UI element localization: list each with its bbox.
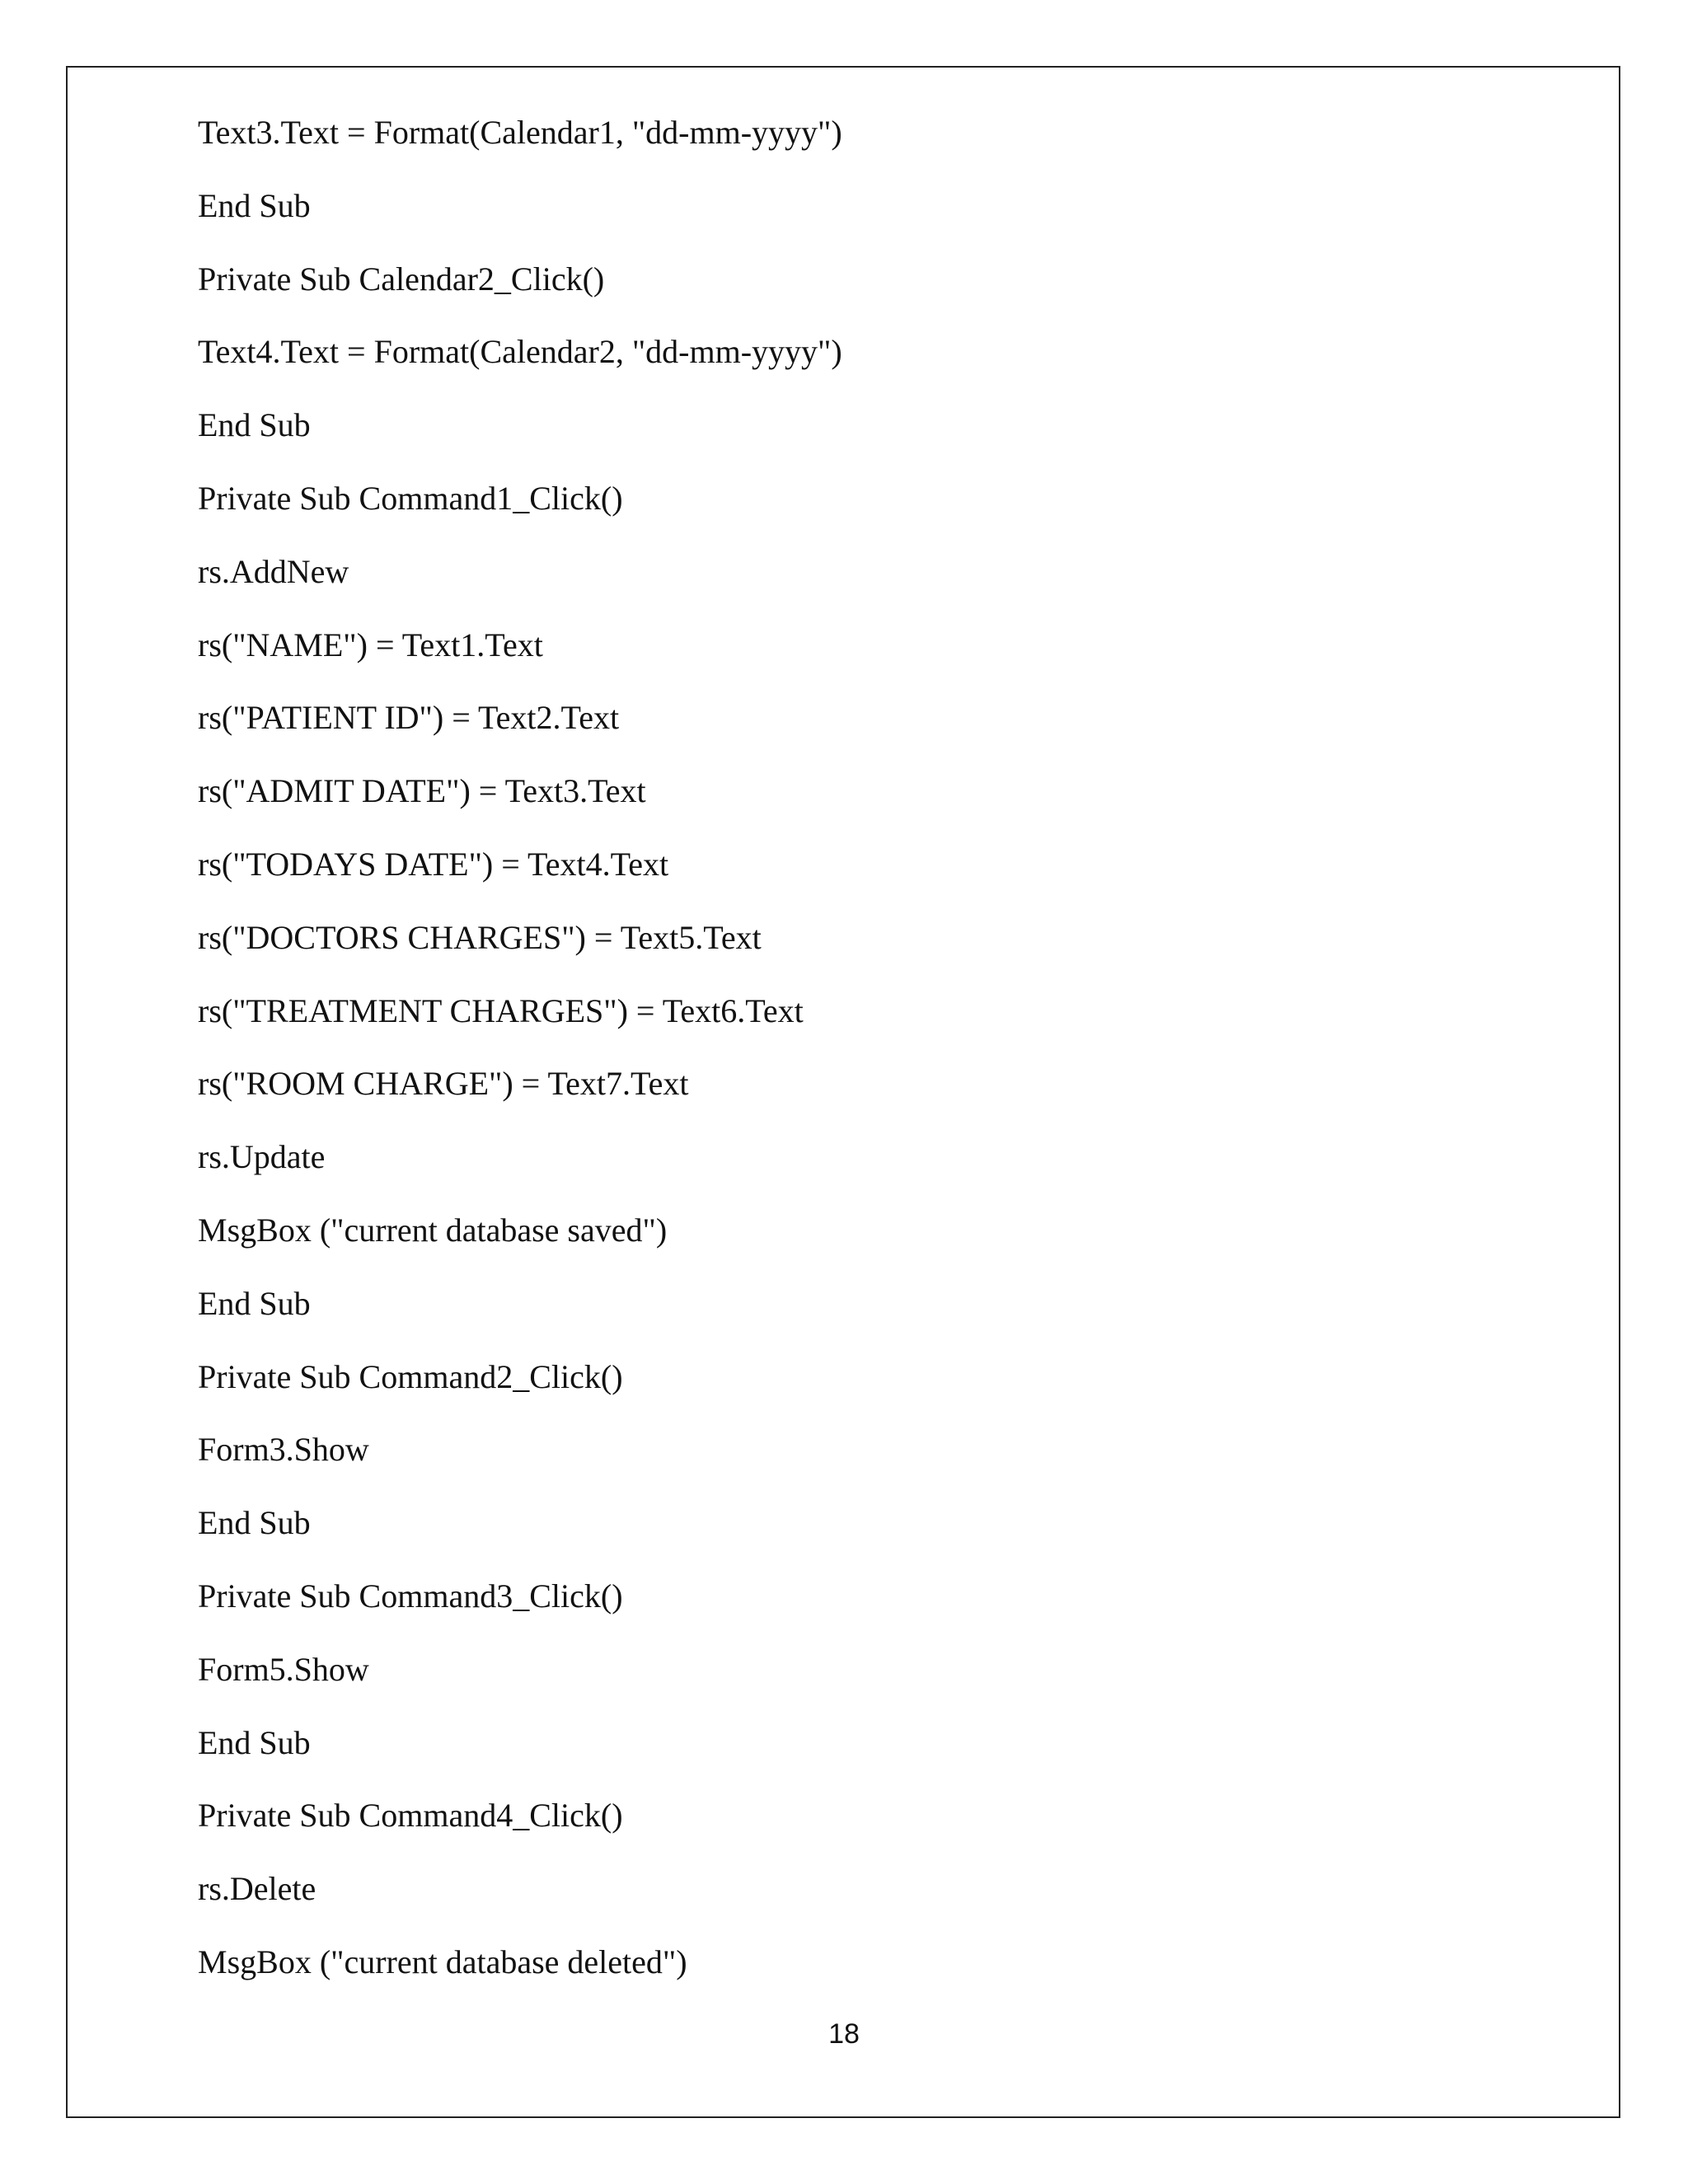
code-line: Private Sub Command2_Click(): [198, 1357, 623, 1395]
code-line: Form5.Show: [198, 1650, 369, 1688]
code-line: rs("ROOM CHARGE") = Text7.Text: [198, 1065, 689, 1103]
code-line: Private Sub Command1_Click(): [198, 479, 623, 517]
code-line: Private Sub Command4_Click(): [198, 1797, 623, 1835]
code-line: rs("ADMIT DATE") = Text3.Text: [198, 772, 646, 810]
code-line: End Sub: [198, 1504, 311, 1542]
code-line: rs("DOCTORS CHARGES") = Text5.Text: [198, 918, 762, 956]
code-line: rs("PATIENT ID") = Text2.Text: [198, 699, 620, 737]
code-line: rs("TREATMENT CHARGES") = Text6.Text: [198, 991, 804, 1029]
code-line: End Sub: [198, 1723, 311, 1761]
code-line: rs.AddNew: [198, 552, 349, 590]
code-line: Private Sub Calendar2_Click(): [198, 260, 605, 298]
code-line: rs.Delete: [198, 1870, 316, 1908]
code-line: End Sub: [198, 186, 311, 224]
code-listing: [198, 112, 842, 2015]
code-line: Form3.Show: [198, 1431, 369, 1469]
page-number: 18: [828, 2018, 860, 2050]
code-line: Text3.Text = Format(Calendar1, "dd-mm-yyyy"): [198, 114, 842, 151]
code-line: MsgBox ("current database deleted"): [198, 1943, 687, 1980]
code-line: Text4.Text = Format(Calendar2, "dd-mm-yyyy"): [198, 333, 842, 371]
code-line: rs("TODAYS DATE") = Text4.Text: [198, 845, 669, 883]
code-line: MsgBox ("current database saved"): [198, 1211, 668, 1249]
code-line: Private Sub Command3_Click(): [198, 1577, 623, 1615]
code-line: End Sub: [198, 406, 311, 444]
code-line: End Sub: [198, 1284, 311, 1322]
code-line: rs.Update: [198, 1138, 326, 1176]
code-line: rs("NAME") = Text1.Text: [198, 626, 543, 663]
